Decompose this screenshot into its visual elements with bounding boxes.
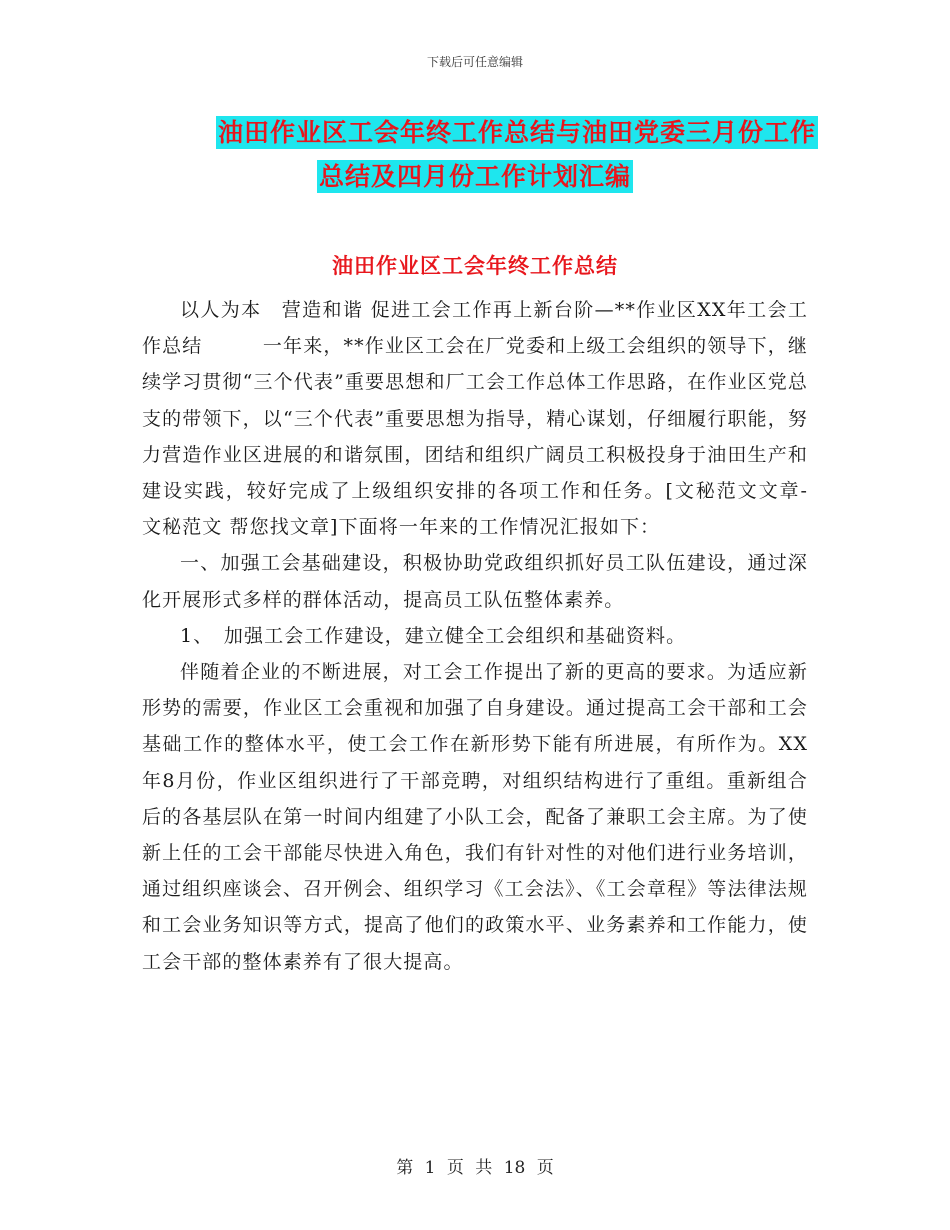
title-highlight-2: 总结及四月份工作计划汇编 — [318, 162, 631, 191]
paragraph: 伴随着企业的不断进展，对工会工作提出了新的更高的要求。为适应新形势的需要，作业区工会重视和加强了自身建设。通过提高工会干部和工会基础工作的整体水平，使工会工作在新形势下能有所进展，有所作为。XX年8月份，作业区组织进行了干部竞聘，对组织结构进行了重组。重新组合后的各基层队在第一时间内组建了小队工会，配备了兼职工会主席。为了使新上任的工会干部能尽快进入角色，我们有针对性的对他们进行业务培训，通过组织座谈会、召开例会、组织学习《工会法》、《工会章程》等法律法规和工会业务知识等方式，提高了他们的政策水平、业务素养和工作能力，使工会干部的整体素养有了很大提高。 — [142, 661, 808, 973]
document-body — [142, 292, 808, 980]
document-title-line-1 — [42, 113, 950, 149]
page-footer: 第 1 页 共 18 页 — [396, 1158, 554, 1178]
paragraph: 一、加强工会基础建设，积极协助党政组织抓好员工队伍建设，通过深化开展形式多样的群体活动，提高员工队伍整体素养。 — [142, 552, 808, 611]
page-header-note: 下载后可任意编辑 — [426, 55, 523, 69]
title-highlight-1: 油田作业区工会年终工作总结与油田党委三月份工作 — [217, 118, 816, 147]
section-title: 油田作业区工会年终工作总结 — [332, 254, 618, 278]
document-title-line-2 — [0, 157, 950, 193]
paragraph: 以人为本 营造和谐 促进工会工作再上新台阶—**作业区XX年工会工作总结 一年来，**作业区工会在厂党委和上级工会组织的领导下，继续学习贯彻“三个代表”重要思想和厂工会工作总体工作思路，在作业区党总支的带领下，以“三个代表”重要思想为指导，精心谋划，仔细履行职能，努力营造作业区进展的和谐氛围，团结和组织广阔员工积极投身于油田生产和建设实践，较好完成了上级组织安排的各项工作和任务。[文秘范文文章- 文秘范文 帮您找文章]下面将一年来的工作情况汇报如下： — [142, 299, 808, 539]
paragraph: 1、 加强工会工作建设，建立健全工会组织和基础资料。 — [180, 624, 687, 647]
